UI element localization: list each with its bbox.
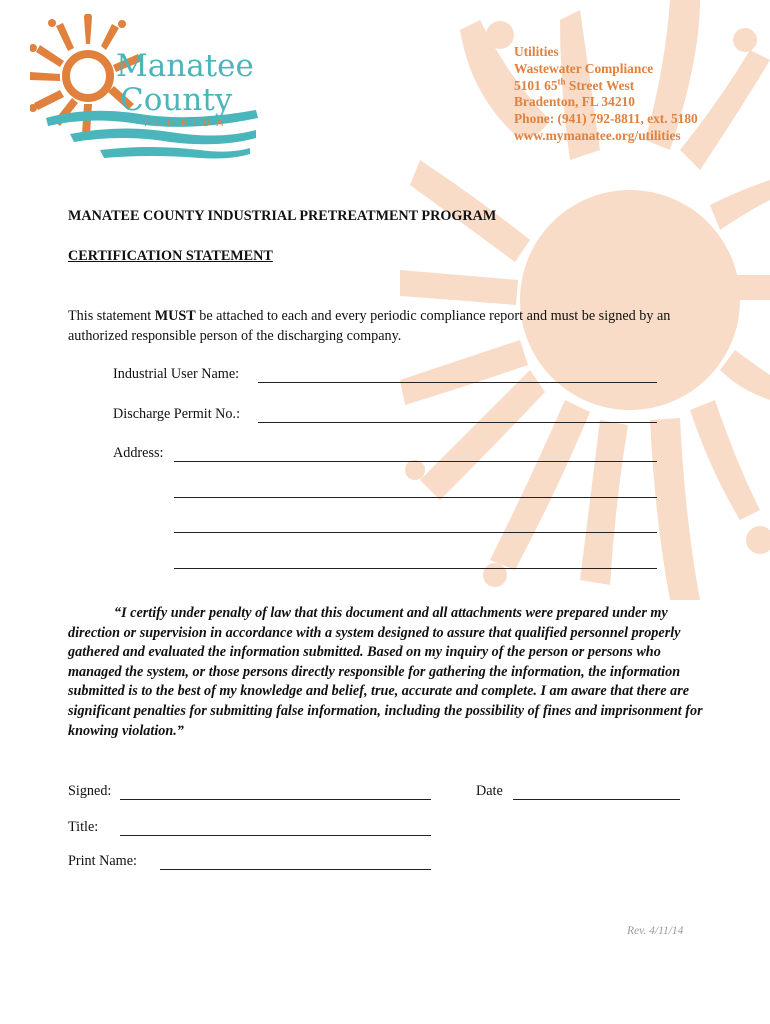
manatee-county-logo bbox=[30, 14, 270, 162]
certification-heading: CERTIFICATION STATEMENT bbox=[68, 248, 273, 264]
title-label: Title: bbox=[68, 819, 99, 835]
street-rest: Street West bbox=[565, 77, 635, 93]
contact-city: Bradenton, FL 34210 bbox=[514, 94, 635, 110]
address-line-4[interactable] bbox=[174, 568, 657, 569]
address-line-2[interactable] bbox=[174, 497, 657, 498]
revision-label: Rev. 4/11/14 bbox=[627, 925, 684, 937]
contact-department: Utilities bbox=[514, 44, 559, 59]
logo-wordmark-county: County bbox=[120, 82, 233, 118]
signed-line[interactable] bbox=[120, 799, 431, 800]
contact-website[interactable]: www.mymanatee.org/utilities bbox=[514, 127, 681, 143]
intro-before: This statement bbox=[68, 308, 155, 324]
logo-wordmark-florida: FLORIDA bbox=[144, 118, 230, 129]
certification-body: “I certify under penalty of law that this document and all attachments were prepared under my direction or supervision in accordance with a system designed to assure that qualified personnel properly gathered and evaluated the information submitted. Based on my inquiry of the person or persons who managed the system, or those persons directly responsible for gathering the information, the information submitted is to the best of my knowledge and belief, true, accurate and complete. I am aware that there are significant penalties for submitting false information, including the possibility of fines and imprisonment for knowing violation.” bbox=[68, 605, 703, 739]
contact-division: Wastewater Compliance bbox=[514, 60, 654, 76]
contact-street bbox=[514, 78, 698, 95]
print-name-line[interactable] bbox=[160, 869, 431, 870]
contact-block bbox=[514, 44, 698, 145]
title-line[interactable] bbox=[120, 835, 431, 836]
street-suffix: th bbox=[557, 76, 566, 87]
street-number: 5101 65 bbox=[514, 77, 558, 93]
address-line-3[interactable] bbox=[174, 532, 657, 533]
date-line[interactable] bbox=[513, 799, 680, 800]
discharge-permit-line[interactable] bbox=[258, 422, 657, 423]
intro-must: MUST bbox=[154, 308, 196, 324]
industrial-user-label: Industrial User Name: bbox=[113, 366, 240, 382]
discharge-permit-label: Discharge Permit No.: bbox=[113, 406, 241, 422]
address-line-1[interactable] bbox=[174, 461, 657, 462]
intro-after: be attached to each and every periodic compliance report and must be signed by an authorized responsible person of the discharging company. bbox=[68, 308, 671, 344]
print-name-label: Print Name: bbox=[68, 853, 137, 869]
industrial-user-line[interactable] bbox=[258, 382, 657, 383]
date-label: Date bbox=[476, 783, 503, 799]
certification-text bbox=[68, 604, 708, 741]
signed-label: Signed: bbox=[68, 783, 112, 799]
document-title: MANATEE COUNTY INDUSTRIAL PRETREATMENT PROGRAM bbox=[68, 208, 497, 224]
contact-phone: Phone: (941) 792-8811, ext. 5180 bbox=[514, 111, 698, 127]
address-label: Address: bbox=[113, 445, 164, 461]
intro-paragraph bbox=[68, 306, 708, 346]
logo-wordmark-manatee: Manatee bbox=[116, 48, 254, 84]
